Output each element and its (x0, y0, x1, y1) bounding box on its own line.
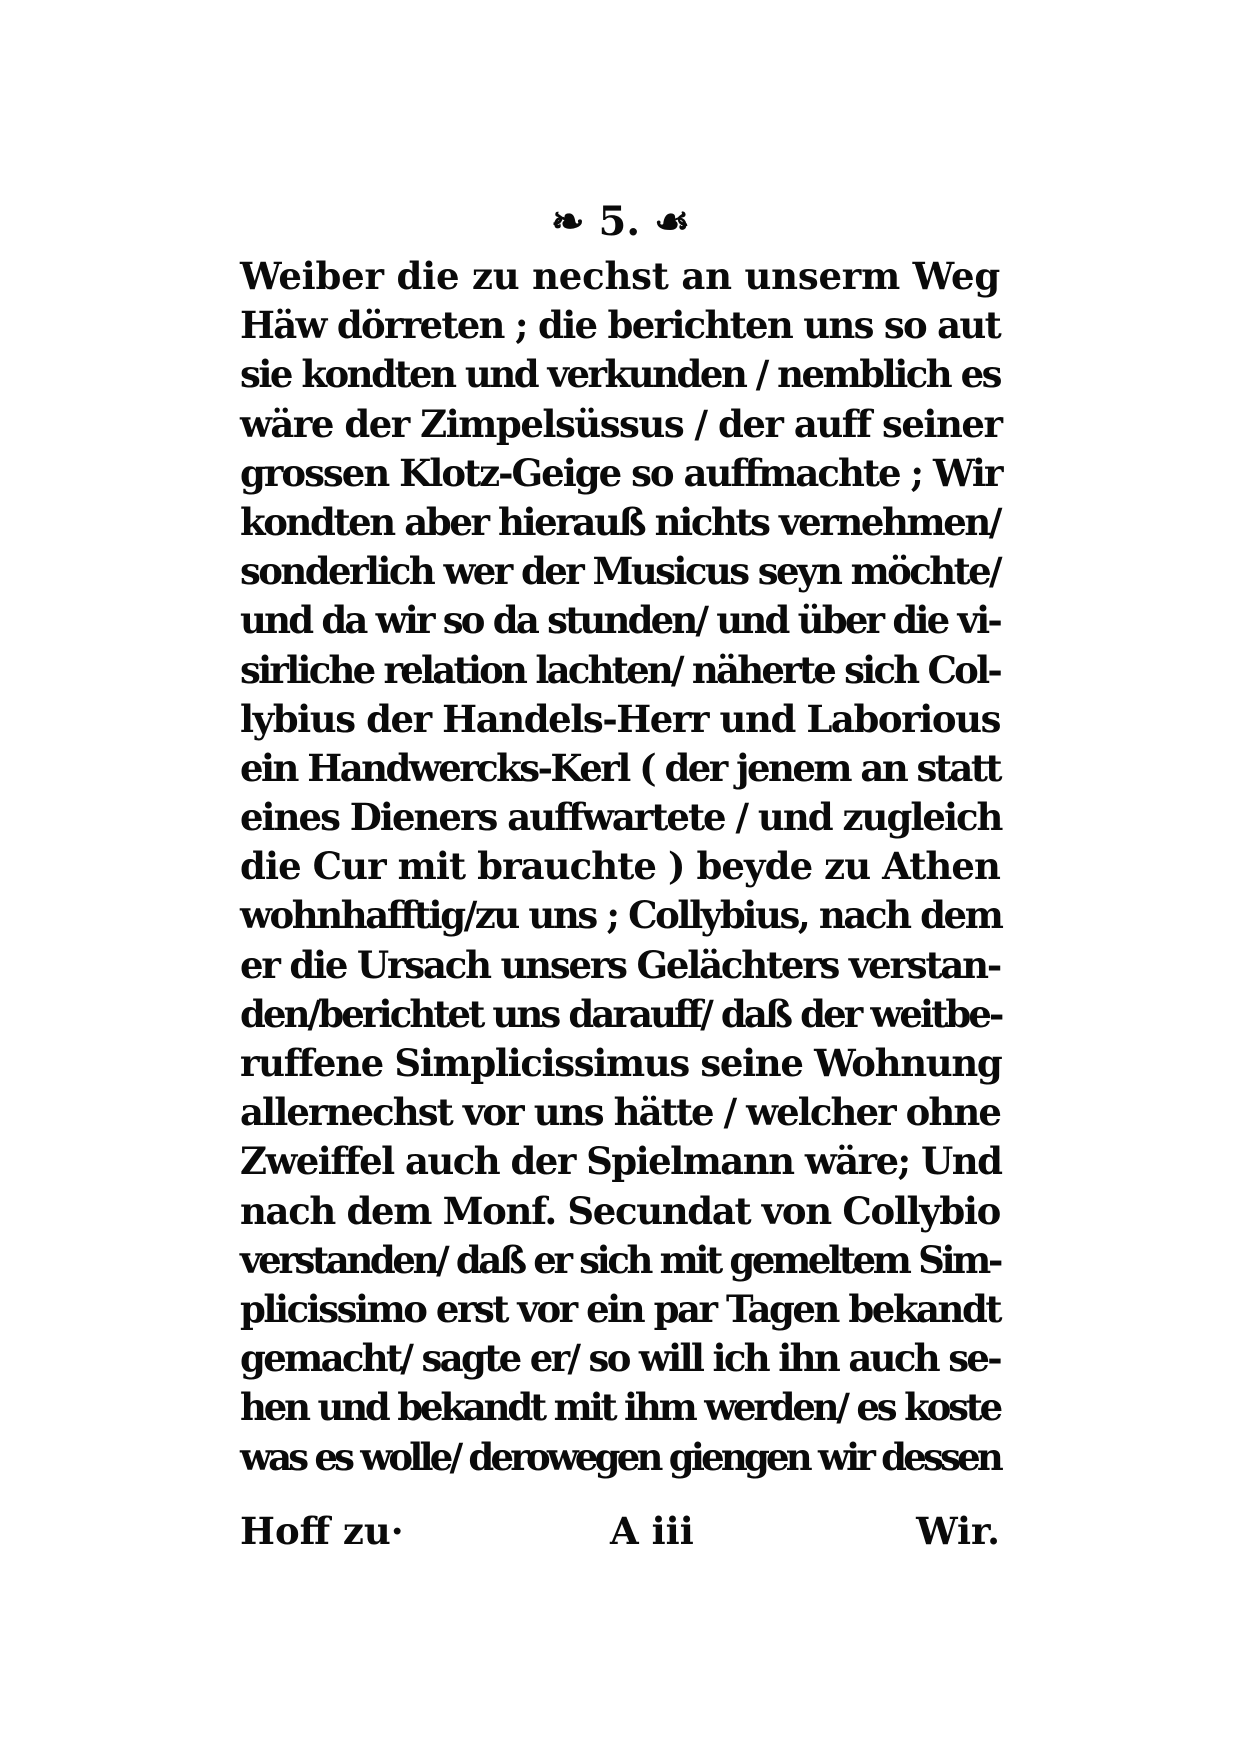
text-line: eines Dieners auffwartete / und zugleich (240, 795, 1002, 840)
text-line: die Cur mit brauchte ) beyde zu Athen (240, 844, 1000, 889)
text-line: den/berichtet uns darauff/ daß der weitbe- (240, 991, 1002, 1036)
text-line: sie kondten und verkunden / nemblich es (240, 352, 1000, 397)
text-line: ruffene Simplicissimus seine Wohnung (240, 1041, 1002, 1085)
catchword-right: Wir. (916, 1509, 1000, 1553)
text-line: wohnhafftig/zu uns ; Collybius, nach dem (240, 893, 1002, 938)
text-line: wäre der Zimpelsüssus / der auff seiner (240, 401, 1002, 446)
text-line: plicissimo erst vor ein par Tagen bekandt (240, 1286, 1000, 1331)
text-line: und da wir so da stunden/ und über die vi- (240, 598, 1000, 643)
text-line: ein Handwercks-Kerl ( der jenem an statt (240, 745, 1000, 790)
signature-mark: A iii (610, 1509, 694, 1553)
text-line: er die Ursach unsers Gelächters verstan- (240, 942, 1000, 987)
text-line: lybius der Handels-Herr und Laborious (240, 696, 1000, 741)
text-line: kondten aber hierauß nichts vernehmen/ (240, 499, 1000, 544)
text-line: nach dem Monf. Secundat von Collybio (240, 1188, 1000, 1233)
text-line: grossen Klotz-Geige so auffmachte ; Wir (240, 450, 1002, 495)
text-line: Häw dörreten ; die berichten uns so aut (240, 303, 1001, 348)
text-line: allernechst vor uns hätte / welcher ohne (240, 1090, 1001, 1135)
text-line: verstanden/ daß er sich mit gemeltem Sim- (240, 1237, 1000, 1282)
text-line: Zweiffel auch der Spielmann wäre; Und (240, 1139, 1002, 1184)
body-text (240, 252, 1000, 1482)
page-footer (240, 1506, 1000, 1556)
text-line: Weiber die zu nechst an unserm Weg (240, 254, 1000, 298)
text-line: sirliche relation lachten/ näherte sich Col- (240, 647, 1000, 692)
text-line: was es wolle/ derowegen giengen wir dessen (240, 1434, 1000, 1479)
text-line: sonderlich wer der Musicus seyn möchte/ (240, 549, 1000, 594)
text-line: gemacht/ sagte er/ so will ich ihn auch se- (240, 1336, 1000, 1381)
text-line: hen und bekandt mit ihm werden/ es koste (240, 1385, 1000, 1430)
page-number: ❧ 5. ☙ (551, 198, 690, 245)
catchword-left: Hoff zu· (240, 1509, 404, 1553)
page-header (0, 198, 1241, 246)
